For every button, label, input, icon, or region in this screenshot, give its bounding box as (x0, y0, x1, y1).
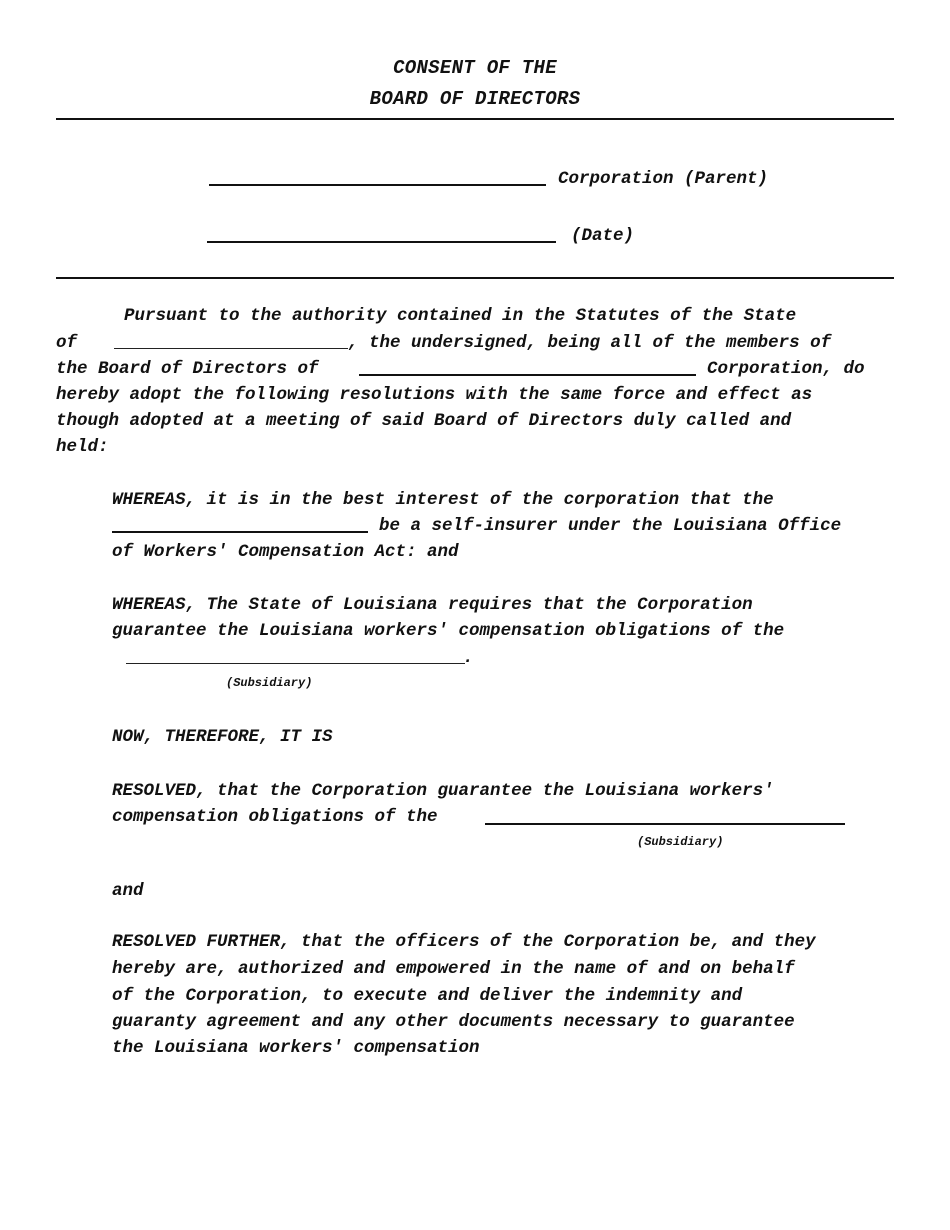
self-insurer-blank[interactable] (112, 531, 368, 533)
subsidiary-blank-1[interactable] (126, 663, 465, 664)
resolved-line-1: RESOLVED, that the Corporation guarantee the Louisiana workers' (112, 781, 774, 801)
date-label: (Date) (571, 226, 635, 246)
preamble-line-5: though adopted at a meeting of said Board of Directors duly called and (56, 411, 792, 431)
preamble-line-3-prefix: the Board of Directors of (56, 359, 319, 379)
preamble-line-2: , the undersigned, being all of the members of (348, 333, 832, 353)
subsidiary-label-1: (Subsidiary) (226, 676, 313, 690)
whereas-2-period: . (463, 648, 474, 668)
now-therefore: NOW, THEREFORE, IT IS (112, 727, 333, 747)
resolved-further-line-2: hereby are, authorized and empowered in the name of and on behalf (112, 959, 795, 979)
title-line-1: CONSENT OF THE (393, 57, 557, 79)
parent-corporation-label: Corporation (Parent) (558, 169, 769, 189)
preamble-line-4: hereby adopt the following resolutions with the same force and effect as (56, 385, 813, 405)
subsidiary-blank-2[interactable] (485, 823, 845, 825)
preamble-line-1: Pursuant to the authority contained in the Statutes of the State (124, 306, 797, 326)
resolved-further-line-3: of the Corporation, to execute and deliver the indemnity and (112, 986, 743, 1006)
whereas-1-line-3: of Workers' Compensation Act: and (112, 542, 459, 562)
and-text: and (112, 881, 144, 901)
corporation-name-blank[interactable] (359, 374, 696, 376)
divider-bottom (56, 277, 894, 279)
preamble-line-3-suffix: Corporation, do (707, 359, 865, 379)
preamble-of: of (56, 333, 78, 353)
state-blank[interactable] (114, 348, 348, 349)
preamble-line-6: held: (56, 437, 109, 457)
resolved-further-line-1: RESOLVED FURTHER, that the officers of the Corporation be, and they (112, 932, 816, 952)
parent-corporation-blank[interactable] (209, 184, 546, 186)
resolved-line-2: compensation obligations of the (112, 807, 438, 827)
date-blank[interactable] (207, 241, 556, 243)
subsidiary-label-2: (Subsidiary) (637, 835, 724, 849)
divider-top (56, 118, 894, 120)
resolved-further-line-4: guaranty agreement and any other documents necessary to guarantee (112, 1012, 795, 1032)
whereas-1-line-2: be a self-insurer under the Louisiana Office (379, 516, 842, 536)
whereas-1-line-1: WHEREAS, it is in the best interest of the corporation that the (112, 490, 774, 510)
whereas-2-line-2: guarantee the Louisiana workers' compensation obligations of the (112, 621, 785, 641)
title-line-2: BOARD OF DIRECTORS (369, 88, 581, 110)
resolved-further-line-5: the Louisiana workers' compensation (112, 1038, 480, 1058)
whereas-2-line-1: WHEREAS, The State of Louisiana requires that the Corporation (112, 595, 753, 615)
